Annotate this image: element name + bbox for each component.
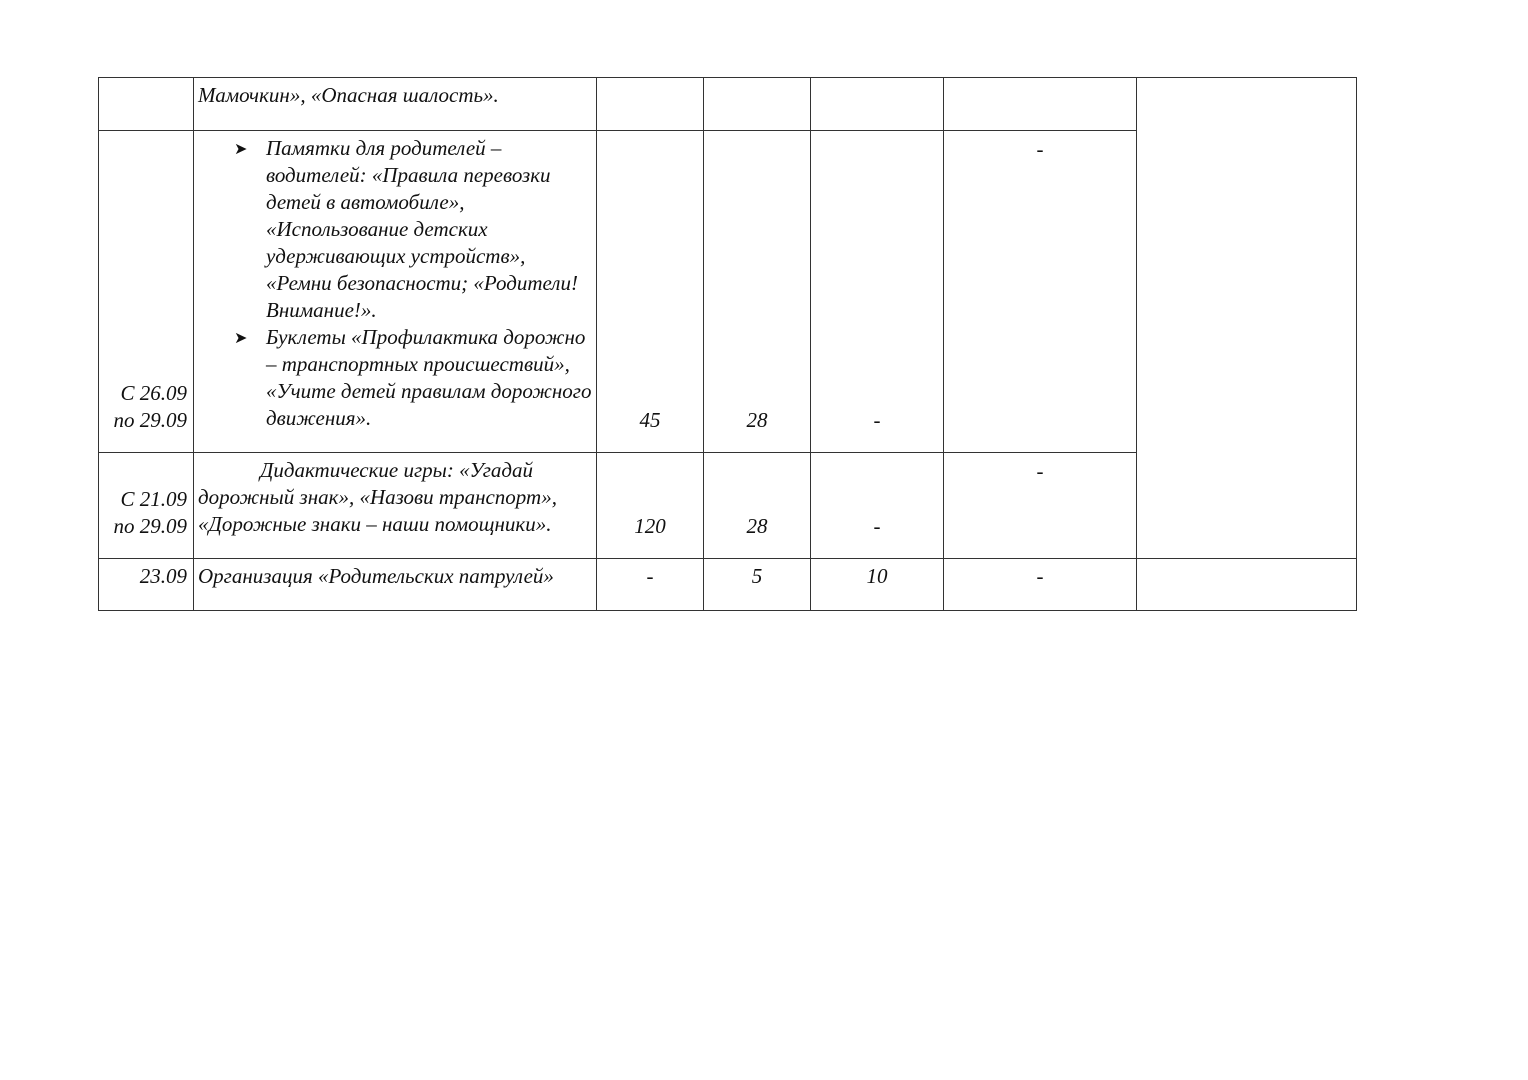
date-cell bbox=[99, 78, 194, 131]
date-end: по 29.09 bbox=[113, 408, 187, 432]
value-text: - bbox=[1036, 137, 1044, 161]
value-cell bbox=[1137, 559, 1357, 611]
activity-cell bbox=[194, 131, 597, 453]
value-text: - bbox=[873, 408, 881, 432]
date-cell bbox=[99, 131, 194, 453]
activities-table bbox=[98, 77, 1357, 611]
value-cell bbox=[944, 453, 1137, 559]
value-cell bbox=[704, 453, 811, 559]
value-cell: - bbox=[597, 559, 704, 611]
activity-text: Мамочкин», «Опасная шалость». bbox=[198, 83, 499, 107]
value-text: - bbox=[1036, 459, 1044, 483]
value-cell bbox=[597, 78, 704, 131]
value-cell bbox=[811, 131, 944, 453]
date-cell bbox=[99, 453, 194, 559]
activity-text: Организация «Родительских патрулей» bbox=[198, 564, 554, 588]
date-range bbox=[114, 486, 188, 540]
value-cell bbox=[811, 78, 944, 131]
list-item-text: Памятки для родителей – водителей: «Правила перевозки детей в автомобиле», «Использование детских удерживающих устройств», «Ремни безопасности; «Родители! Внимание!». bbox=[266, 136, 578, 322]
activity-text: Дидактические игры: «Угадай дорожный знак», «Назови транспорт», «Дорожные знаки – наши помощники». bbox=[198, 458, 557, 536]
value-cell: 5 bbox=[704, 559, 811, 611]
arrow-bullet-icon: ➤ bbox=[234, 328, 248, 347]
merged-notes-cell bbox=[1137, 78, 1357, 559]
list-item-text: Буклеты «Профилактика дорожно – транспортных происшествий», «Учите детей правилам дорожного движения». bbox=[266, 325, 592, 430]
activity-cell bbox=[194, 559, 597, 611]
date-end: по 29.09 bbox=[113, 514, 187, 538]
activity-cell bbox=[194, 453, 597, 559]
date-start: С 26.09 bbox=[120, 381, 187, 405]
value-cell bbox=[597, 131, 704, 453]
table-row bbox=[99, 78, 1357, 131]
activity-cell bbox=[194, 78, 597, 131]
date-cell: 23.09 bbox=[99, 559, 194, 611]
activity-list bbox=[198, 135, 594, 432]
table-row bbox=[99, 559, 1357, 611]
value-text: 120 bbox=[634, 514, 666, 538]
value-cell bbox=[944, 78, 1137, 131]
value-text: 28 bbox=[746, 408, 768, 432]
value-cell: - bbox=[944, 559, 1137, 611]
value-cell bbox=[811, 453, 944, 559]
value-text: 45 bbox=[639, 408, 661, 432]
value-text: 28 bbox=[746, 514, 768, 538]
value-cell: 10 bbox=[811, 559, 944, 611]
value-cell bbox=[944, 131, 1137, 453]
value-cell bbox=[704, 131, 811, 453]
list-item bbox=[198, 135, 594, 324]
list-item bbox=[198, 324, 594, 432]
arrow-bullet-icon: ➤ bbox=[234, 139, 248, 158]
value-cell bbox=[597, 453, 704, 559]
date-range bbox=[114, 380, 188, 434]
value-text: - bbox=[873, 514, 881, 538]
date-start: С 21.09 bbox=[120, 487, 187, 511]
value-cell bbox=[704, 78, 811, 131]
